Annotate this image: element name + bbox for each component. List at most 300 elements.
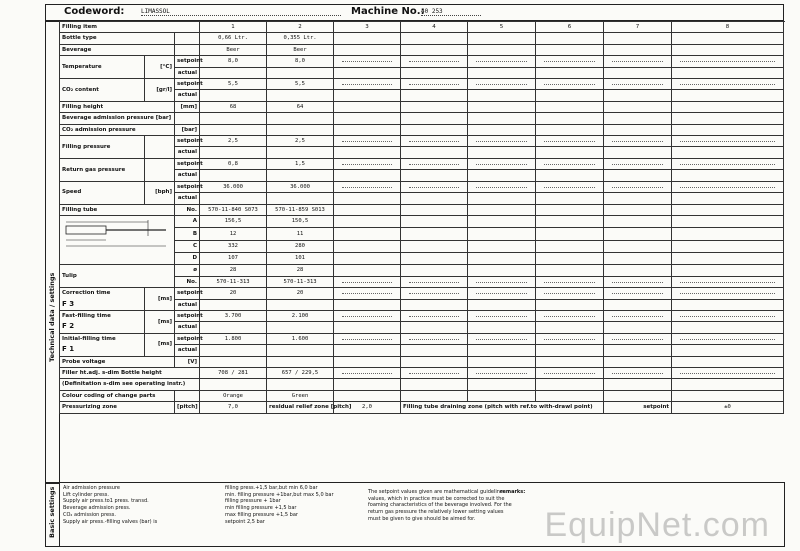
empty-cell[interactable] (604, 367, 672, 378)
value-cell[interactable]: 570-11-313 (200, 276, 267, 287)
empty-cell[interactable] (536, 44, 604, 55)
setpoint-label: setpoint (175, 181, 200, 192)
empty-cell[interactable] (536, 67, 604, 78)
empty-cell[interactable] (604, 322, 672, 333)
empty-cell[interactable] (604, 204, 672, 215)
draining-value[interactable]: ±0 (672, 402, 784, 413)
value-cell[interactable] (267, 193, 334, 204)
tulip-label: Tulip (60, 265, 175, 288)
empty-cell[interactable] (468, 288, 536, 299)
empty-cell[interactable] (672, 322, 784, 333)
empty-cell[interactable] (672, 299, 784, 310)
value-cell[interactable] (267, 113, 334, 124)
empty-cell[interactable] (604, 215, 672, 227)
empty-cell[interactable] (468, 56, 536, 67)
empty-cell[interactable] (401, 299, 468, 310)
empty-cell[interactable] (604, 299, 672, 310)
empty-cell[interactable] (672, 170, 784, 181)
empty-cell[interactable] (672, 147, 784, 158)
empty-cell[interactable] (536, 288, 604, 299)
value-cell[interactable]: 3.700 (200, 310, 267, 321)
empty-cell[interactable] (672, 288, 784, 299)
empty-cell[interactable] (672, 265, 784, 276)
empty-cell[interactable] (536, 124, 604, 135)
empty-cell[interactable] (672, 124, 784, 135)
value-cell[interactable] (200, 170, 267, 181)
empty-cell[interactable] (672, 67, 784, 78)
empty-cell[interactable] (604, 379, 672, 390)
empty-cell[interactable] (468, 136, 536, 147)
empty-cell[interactable] (468, 299, 536, 310)
empty-cell[interactable] (334, 44, 401, 55)
value-cell[interactable]: 28 (267, 265, 334, 276)
empty-cell[interactable] (672, 181, 784, 192)
empty-cell[interactable] (468, 193, 536, 204)
empty-cell[interactable] (401, 147, 468, 158)
value-cell[interactable]: 28 (200, 265, 267, 276)
empty-cell[interactable] (468, 158, 536, 169)
empty-cell[interactable] (401, 390, 468, 401)
empty-cell[interactable] (468, 181, 536, 192)
setpoint-label: setpoint (175, 158, 200, 169)
empty-cell[interactable] (468, 228, 536, 240)
empty-cell[interactable] (672, 345, 784, 356)
empty-cell[interactable] (401, 67, 468, 78)
row-label: CO₂ admission pressure (60, 124, 175, 135)
value-cell[interactable] (200, 379, 267, 390)
empty-cell[interactable] (334, 181, 401, 192)
empty-cell[interactable] (468, 113, 536, 124)
empty-cell[interactable] (604, 90, 672, 101)
empty-cell[interactable] (334, 204, 401, 215)
setpoint-label: setpoint (604, 402, 672, 413)
value-cell[interactable] (200, 299, 267, 310)
empty-cell[interactable] (401, 333, 468, 344)
unit-label: [°C] (145, 56, 175, 79)
value-cell[interactable] (200, 322, 267, 333)
empty-cell[interactable] (468, 90, 536, 101)
value-cell[interactable]: 0,8 (200, 158, 267, 169)
value-cell[interactable] (200, 345, 267, 356)
empty-cell[interactable] (604, 288, 672, 299)
empty-cell[interactable] (672, 56, 784, 67)
empty-cell[interactable] (672, 333, 784, 344)
value-cell[interactable] (267, 170, 334, 181)
empty-cell[interactable] (536, 265, 604, 276)
empty-cell[interactable] (536, 33, 604, 44)
empty-cell[interactable] (536, 113, 604, 124)
basic-line: Air admission pressure (63, 485, 120, 491)
empty-cell[interactable] (536, 356, 604, 367)
value-cell[interactable]: 1.600 (267, 333, 334, 344)
empty-cell[interactable] (468, 33, 536, 44)
empty-cell[interactable] (401, 181, 468, 192)
value-cell[interactable]: 68 (200, 101, 267, 112)
actual-label: actual (175, 345, 200, 356)
empty-cell[interactable] (672, 215, 784, 227)
empty-cell[interactable] (536, 240, 604, 252)
actual-label: actual (175, 170, 200, 181)
value-cell[interactable]: 8,0 (267, 56, 334, 67)
empty-cell[interactable] (334, 276, 401, 287)
value-cell[interactable]: 101 (267, 252, 334, 264)
empty-cell[interactable] (401, 56, 468, 67)
empty-cell[interactable] (672, 158, 784, 169)
empty-cell[interactable] (334, 101, 401, 112)
empty-cell[interactable] (334, 193, 401, 204)
empty-cell[interactable] (536, 299, 604, 310)
setpoint-label: setpoint (175, 333, 200, 344)
empty-cell[interactable] (468, 44, 536, 55)
pressurizing-unit: [pitch] (175, 402, 200, 413)
empty-cell[interactable] (334, 170, 401, 181)
empty-cell[interactable] (334, 113, 401, 124)
empty-cell[interactable] (401, 124, 468, 135)
unit-label: [mm] (175, 101, 200, 112)
empty-cell[interactable] (604, 147, 672, 158)
value-cell[interactable] (267, 67, 334, 78)
empty-cell[interactable] (672, 33, 784, 44)
value-cell[interactable]: 280 (267, 240, 334, 252)
value-cell[interactable]: 2,5 (267, 136, 334, 147)
empty-cell[interactable] (536, 158, 604, 169)
value-cell[interactable] (267, 322, 334, 333)
empty-cell[interactable] (468, 333, 536, 344)
value-cell[interactable]: Orange (200, 390, 267, 401)
empty-cell[interactable] (672, 367, 784, 378)
empty-cell[interactable] (468, 265, 536, 276)
relief-label (267, 402, 352, 413)
empty-cell[interactable] (604, 333, 672, 344)
empty-cell[interactable] (401, 33, 468, 44)
value-cell[interactable]: 2,5 (200, 136, 267, 147)
empty-cell[interactable] (334, 136, 401, 147)
empty-cell[interactable] (536, 204, 604, 215)
filler-ht: Filler ht.adj. s-dim Bottle height (62, 369, 162, 376)
basic-lines (63, 485, 157, 525)
codeword-value: LIMASSOL (141, 8, 341, 16)
value-cell[interactable] (267, 379, 334, 390)
empty-cell[interactable] (401, 170, 468, 181)
value-cell[interactable]: 570-11-840 S073 (200, 204, 267, 215)
unit-label (175, 44, 200, 55)
empty-cell[interactable] (401, 265, 468, 276)
empty-cell[interactable] (672, 356, 784, 367)
value-cell[interactable]: Beer (200, 44, 267, 55)
empty-cell[interactable] (468, 67, 536, 78)
empty-cell[interactable] (604, 101, 672, 112)
value-cell[interactable]: 36.000 (200, 181, 267, 192)
empty-cell[interactable] (334, 240, 401, 252)
relief-value[interactable]: 2,0 (334, 402, 401, 413)
empty-cell[interactable] (604, 228, 672, 240)
value-cell[interactable]: 0,66 Ltr. (200, 33, 267, 44)
empty-cell[interactable] (401, 158, 468, 169)
value-cell[interactable]: 1.800 (200, 333, 267, 344)
empty-cell[interactable] (604, 240, 672, 252)
codeword-label: Codeword: (64, 6, 125, 17)
empty-cell[interactable] (604, 113, 672, 124)
value-cell[interactable] (200, 193, 267, 204)
empty-cell[interactable] (334, 322, 401, 333)
empty-cell[interactable] (604, 67, 672, 78)
empty-cell[interactable] (604, 170, 672, 181)
empty-cell[interactable] (536, 310, 604, 321)
empty-cell[interactable] (468, 322, 536, 333)
value-cell[interactable] (200, 356, 267, 367)
empty-cell[interactable] (604, 345, 672, 356)
row-label: Filling pressure (60, 136, 145, 159)
basic-line: Beverage admission press. (63, 505, 131, 512)
empty-cell[interactable] (536, 79, 604, 90)
empty-cell[interactable] (468, 252, 536, 264)
setpoint-label: setpoint (175, 310, 200, 321)
value-cell[interactable]: 708 / 281 (200, 367, 267, 378)
relief-unit: [pitch] (330, 404, 352, 411)
settings-table (59, 21, 784, 414)
empty-cell[interactable] (401, 310, 468, 321)
draining-label: Filling tube draining zone (pitch with ref.to with-drawl point) (401, 402, 604, 413)
empty-cell[interactable] (334, 333, 401, 344)
empty-cell[interactable] (401, 90, 468, 101)
empty-cell[interactable] (672, 228, 784, 240)
empty-cell[interactable] (672, 276, 784, 287)
empty-cell[interactable] (334, 252, 401, 264)
empty-cell[interactable] (604, 158, 672, 169)
value-cell[interactable]: Beer (267, 44, 334, 55)
value-cell[interactable] (200, 124, 267, 135)
value-cell[interactable]: 5,5 (200, 79, 267, 90)
actual-label: actual (175, 90, 200, 101)
empty-cell[interactable] (536, 193, 604, 204)
empty-cell[interactable] (468, 215, 536, 227)
empty-cell[interactable] (536, 345, 604, 356)
time-label (60, 310, 145, 333)
value-cell[interactable]: 36.000 (267, 181, 334, 192)
empty-cell[interactable] (401, 204, 468, 215)
value-cell[interactable]: 107 (200, 252, 267, 264)
empty-cell[interactable] (604, 193, 672, 204)
empty-cell[interactable] (672, 252, 784, 264)
empty-cell[interactable] (536, 215, 604, 227)
empty-cell[interactable] (401, 44, 468, 55)
no-label: No. (175, 204, 200, 215)
empty-cell[interactable] (536, 333, 604, 344)
remarks-label: remarks: (500, 489, 526, 495)
empty-cell[interactable] (401, 379, 468, 390)
empty-cell[interactable] (536, 379, 604, 390)
row-label: Temperature (60, 56, 145, 79)
actual-label: actual (175, 193, 200, 204)
column-number: 6 (536, 22, 604, 33)
value-cell[interactable] (267, 345, 334, 356)
empty-cell[interactable] (536, 170, 604, 181)
empty-cell[interactable] (334, 33, 401, 44)
empty-cell[interactable] (672, 193, 784, 204)
empty-cell[interactable] (334, 356, 401, 367)
empty-cell[interactable] (604, 79, 672, 90)
empty-cell[interactable] (672, 113, 784, 124)
empty-cell[interactable] (468, 204, 536, 215)
empty-cell[interactable] (604, 310, 672, 321)
value-cell[interactable] (200, 67, 267, 78)
empty-cell[interactable] (401, 322, 468, 333)
filler-def-label: (Definitation s-dim see operating instr.) (60, 379, 200, 390)
empty-cell[interactable] (604, 44, 672, 55)
empty-cell[interactable] (401, 288, 468, 299)
empty-cell[interactable] (401, 228, 468, 240)
empty-cell[interactable] (672, 79, 784, 90)
empty-cell[interactable] (536, 322, 604, 333)
empty-cell[interactable] (604, 356, 672, 367)
empty-cell[interactable] (468, 124, 536, 135)
empty-cell[interactable] (468, 345, 536, 356)
value-cell[interactable]: Green (267, 390, 334, 401)
empty-cell[interactable] (334, 310, 401, 321)
empty-cell[interactable] (536, 276, 604, 287)
empty-cell[interactable] (604, 252, 672, 264)
empty-cell[interactable] (334, 379, 401, 390)
value-cell[interactable] (267, 124, 334, 135)
empty-cell[interactable] (672, 136, 784, 147)
empty-cell[interactable] (334, 79, 401, 90)
filling-tube-diagram (60, 215, 175, 264)
value-cell[interactable]: 156,5 (200, 215, 267, 227)
empty-cell[interactable] (401, 345, 468, 356)
basic-rules (225, 485, 334, 525)
empty-cell[interactable] (468, 356, 536, 367)
empty-cell[interactable] (401, 240, 468, 252)
empty-cell[interactable] (401, 113, 468, 124)
value-cell[interactable] (267, 356, 334, 367)
basic-line: Supply air press.to1 press. transd. (63, 498, 149, 505)
empty-cell[interactable] (334, 367, 401, 378)
empty-cell[interactable] (401, 215, 468, 227)
empty-cell[interactable] (536, 101, 604, 112)
empty-cell[interactable] (401, 356, 468, 367)
value-cell[interactable]: 11 (267, 228, 334, 240)
pressurizing-value[interactable]: 7,0 (200, 402, 267, 413)
empty-cell[interactable] (334, 299, 401, 310)
value-cell[interactable] (200, 113, 267, 124)
value-cell[interactable]: 570-11-313 (267, 276, 334, 287)
empty-cell[interactable] (604, 33, 672, 44)
empty-cell[interactable] (468, 390, 536, 401)
value-cell[interactable]: 20 (267, 288, 334, 299)
empty-cell[interactable] (468, 367, 536, 378)
empty-cell[interactable] (672, 379, 784, 390)
empty-cell[interactable] (334, 265, 401, 276)
value-cell[interactable] (200, 90, 267, 101)
empty-cell[interactable] (672, 90, 784, 101)
empty-cell[interactable] (401, 101, 468, 112)
value-cell[interactable]: 570-11-859 S013 (267, 204, 334, 215)
empty-cell[interactable] (536, 136, 604, 147)
value-cell[interactable]: 64 (267, 101, 334, 112)
empty-cell[interactable] (672, 240, 784, 252)
setpoint-label: setpoint (175, 136, 200, 147)
empty-cell[interactable] (468, 310, 536, 321)
empty-cell[interactable] (401, 136, 468, 147)
empty-cell[interactable] (334, 67, 401, 78)
empty-cell[interactable] (604, 136, 672, 147)
value-cell[interactable]: 332 (200, 240, 267, 252)
value-cell[interactable]: 1,5 (267, 158, 334, 169)
value-cell[interactable]: 0,355 Ltr. (267, 33, 334, 44)
empty-cell[interactable] (536, 147, 604, 158)
empty-cell[interactable] (334, 390, 401, 401)
empty-cell[interactable] (401, 252, 468, 264)
empty-cell[interactable] (468, 79, 536, 90)
empty-cell[interactable] (334, 288, 401, 299)
empty-cell[interactable] (604, 124, 672, 135)
empty-cell[interactable] (604, 56, 672, 67)
empty-cell[interactable] (334, 90, 401, 101)
empty-cell[interactable] (401, 276, 468, 287)
empty-cell[interactable] (468, 379, 536, 390)
value-cell[interactable]: 8,0 (200, 56, 267, 67)
empty-cell[interactable] (672, 390, 784, 401)
value-cell[interactable]: 2.100 (267, 310, 334, 321)
value-cell[interactable]: 20 (200, 288, 267, 299)
empty-cell[interactable] (334, 56, 401, 67)
empty-cell[interactable] (334, 124, 401, 135)
empty-cell[interactable] (604, 265, 672, 276)
empty-cell[interactable] (536, 367, 604, 378)
empty-cell[interactable] (536, 228, 604, 240)
empty-cell[interactable] (672, 44, 784, 55)
empty-cell[interactable] (468, 240, 536, 252)
empty-cell[interactable] (468, 276, 536, 287)
value-cell[interactable] (200, 147, 267, 158)
value-cell[interactable]: 5,5 (267, 79, 334, 90)
empty-cell[interactable] (334, 158, 401, 169)
technical-side-bar (45, 21, 60, 484)
value-cell[interactable] (267, 90, 334, 101)
empty-cell[interactable] (334, 228, 401, 240)
empty-cell[interactable] (401, 193, 468, 204)
empty-cell[interactable] (468, 170, 536, 181)
unit-label: [ms] (145, 333, 175, 356)
empty-cell[interactable] (334, 215, 401, 227)
empty-cell[interactable] (334, 147, 401, 158)
empty-cell[interactable] (672, 310, 784, 321)
empty-cell[interactable] (672, 101, 784, 112)
unit-label: [bph] (145, 181, 175, 204)
empty-cell[interactable] (536, 181, 604, 192)
empty-cell[interactable] (672, 204, 784, 215)
empty-cell[interactable] (604, 390, 672, 401)
column-number: 4 (401, 22, 468, 33)
empty-cell[interactable] (536, 56, 604, 67)
empty-cell[interactable] (334, 345, 401, 356)
empty-cell[interactable] (468, 101, 536, 112)
empty-cell[interactable] (536, 90, 604, 101)
empty-cell[interactable] (468, 147, 536, 158)
empty-cell[interactable] (536, 252, 604, 264)
value-cell[interactable]: 12 (200, 228, 267, 240)
empty-cell[interactable] (401, 367, 468, 378)
value-cell[interactable] (267, 299, 334, 310)
basic-rule: filling pressure + 1bar (225, 498, 281, 505)
empty-cell[interactable] (604, 181, 672, 192)
value-cell[interactable]: 657 / 229,5 (267, 367, 334, 378)
value-cell[interactable]: 150,5 (267, 215, 334, 227)
value-cell[interactable] (267, 147, 334, 158)
empty-cell[interactable] (401, 79, 468, 90)
empty-cell[interactable] (604, 276, 672, 287)
empty-cell[interactable] (536, 390, 604, 401)
